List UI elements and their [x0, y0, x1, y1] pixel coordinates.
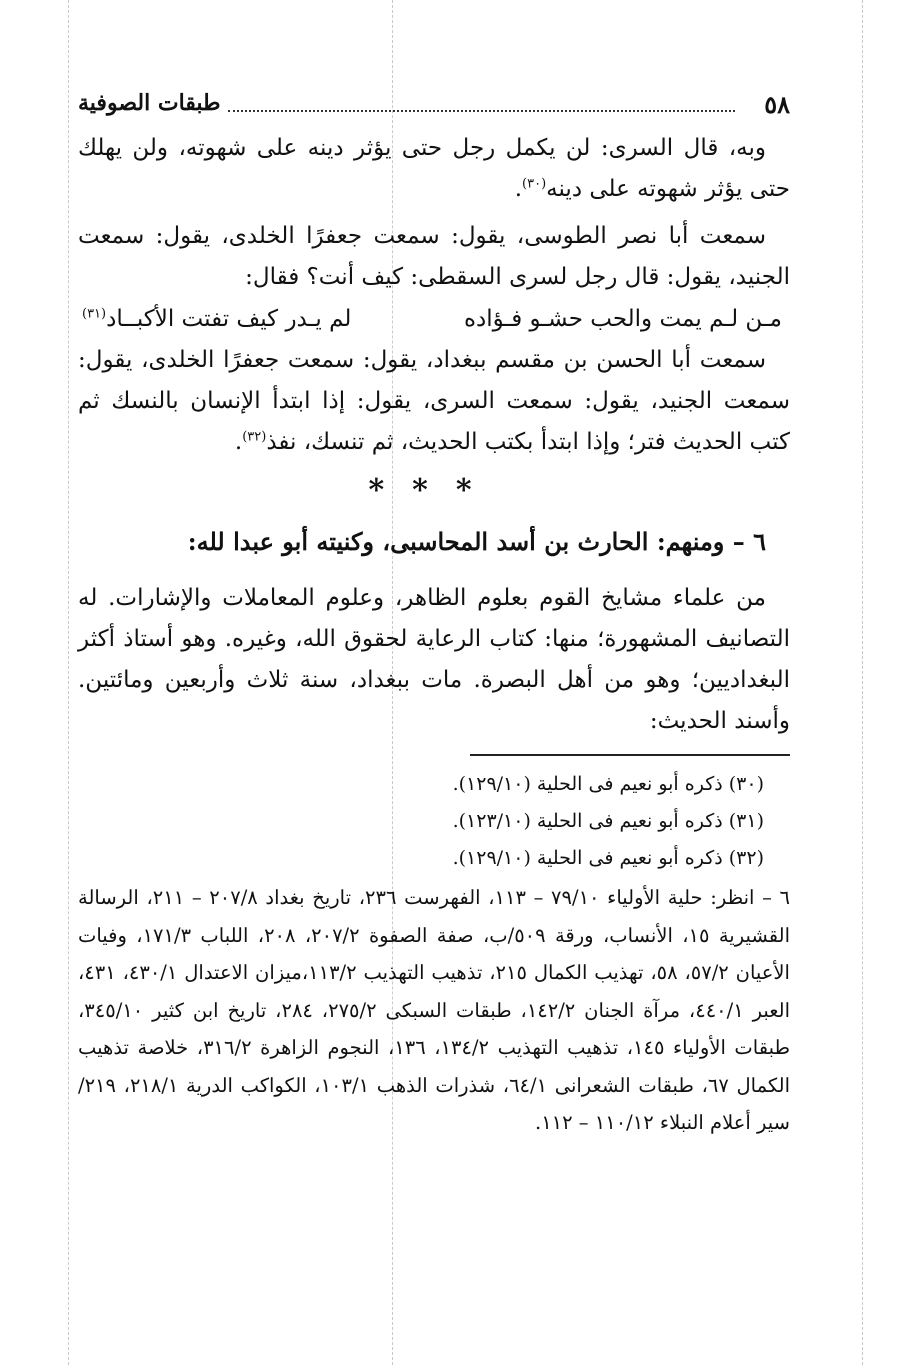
page-header	[78, 84, 790, 128]
paragraph: سمعت أبا الحسن بن مقسم ببغداد، يقول: سمعت جعفرًا الخلدى، يقول: سمعت الجنيد، يقول: سمعت السرى، يقول: إذا ابتدأ الإنسان بالنسك ثم كتب الحديث فتر؛ وإذا ابتدأ بكتب الحديث، ثم تنسك، نفذ$^{(٣٢)}$.	[78, 347, 790, 455]
footnote-rule	[470, 754, 790, 756]
section-separator: ***	[368, 473, 500, 508]
section-body: من علماء مشايخ القوم بعلوم الظاهر، وعلوم المعاملات والإشارات. له التصانيف المشهورة؛ منها: كتاب الرعاية لحقوق الله، وغيره. وهو أستاذ أكثر البغداديين؛ وهو من أهل البصرة. مات ببغداد، سنة ثلاث وأربعين ومائتين. وأسند الحديث:	[78, 585, 790, 734]
page-number: ٥٨	[764, 90, 790, 119]
header-leader-dots	[228, 110, 735, 112]
sources-note: ٦ – انظر: حلية الأولياء ٧٩/١٠ – ١١٣، الفهرست ٢٣٦، تاريخ بغداد ٢٠٧/٨ – ٢١١، الرسالة القشيرية ١٥، الأنساب، ورقة ٥٠٩/ب، صفة الصفوة ٢٠٧/٢، ٢٠٨، اللباب ١٧١/٣، وفيات الأعيان ٥٧/٢، ٥٨، تهذيب الكمال ٢١٥، تذهيب التهذيب ١١٣/٢،ميزان الاعتدال ٤٣٠/١، ٤٣١، العبر ٤٤٠/١، مرآة الجنان ١٤٢/٢، طبقات السبكى ٢٧٥/٢، ٢٨٤، تاريخ ابن كثير ٣٤٥/١٠، طبقات الأولياء ١٤٥، تذهيب التهذيب ١٣٤/٢، ١٣٦، النجوم الزاهرة ٣١٦/٢، خلاصة تذهيب الكمال ٦٧، طبقات الشعرانى ٦٤/١، شذرات الذهب ١٠٣/١، الكواكب الدرية ٢١٨/١، ٢١٩/ سير أعلام النبلاء ١١٠/١٢ – ١١٢.	[78, 886, 791, 1134]
footnote: (٣٠) ذكره أبو نعيم فى الحلية (١٢٩/١٠).	[452, 773, 764, 795]
verse-second-hemistich: لم يـدر كيف تفتت الأكبــاد$^{(٣١)}$	[82, 306, 352, 332]
running-title: طبقات الصوفية	[78, 90, 221, 116]
footnotes	[78, 766, 790, 877]
footnote-marker: (٣١)	[82, 306, 107, 322]
page-guide-line	[68, 0, 69, 1365]
paragraph: وبه، قال السرى: لن يكمل رجل حتى يؤثر دينه على شهوته، ولن يهلك حتى يؤثر شهوته على دينه$^{(٣٠)}$.	[78, 135, 790, 202]
footnote: (٣٢) ذكره أبو نعيم فى الحلية (١٢٩/١٠).	[452, 847, 764, 869]
book-page	[78, 84, 790, 1142]
footnote-marker: (٣٢)	[242, 429, 267, 445]
page-guide-line	[862, 0, 863, 1365]
verse-first-hemistich: مـن لـم يمت والحب حشـو فـؤاده	[463, 306, 782, 332]
section-heading: ٦ – ومنهم: الحارث بن أسد المحاسبى، وكنيته أبو عبدا لله:	[187, 527, 766, 556]
footnote-marker: (٣٠)	[522, 176, 547, 192]
footnote: (٣١) ذكره أبو نعيم فى الحلية (١٢٣/١٠).	[452, 810, 764, 832]
poem-verse	[78, 298, 790, 340]
paragraph: سمعت أبا نصر الطوسى، يقول: سمعت جعفرًا الخلدى، يقول: سمعت الجنيد، يقول: قال رجل لسرى السقطى: كيف أنت؟ فقال:	[78, 223, 790, 290]
